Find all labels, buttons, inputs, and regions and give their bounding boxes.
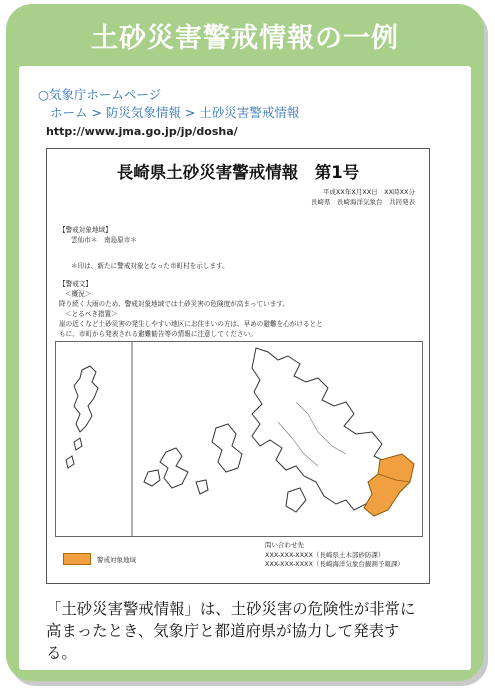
area-heading: 【警戒対象地域】	[59, 226, 112, 234]
area-list: 雲仙市＊ 南島原市＊	[71, 236, 137, 244]
island-shape	[286, 488, 306, 512]
municipal-borders	[278, 402, 346, 466]
doc-title: 長崎県土砂災害警戒情報 第1号	[116, 163, 360, 182]
contact-line-2: XXX-XXX-XXXX（長崎海洋気象台観測予報課）	[265, 560, 404, 568]
caption-line-1: 「土砂災害警戒情報」は、土砂災害の危険性が非常に	[46, 600, 416, 618]
contact-line-1: XXX-XXX-XXXX（長崎県土木部砂防課）	[265, 550, 385, 559]
breadcrumb[interactable]: ホーム > 防災気象情報 > 土砂災害警戒情報	[50, 105, 300, 120]
contact-heading: 問い合わせ先	[265, 541, 304, 549]
overview-heading: ＜概況＞	[65, 290, 92, 298]
legend-swatch	[63, 553, 91, 565]
sample-warning-document	[46, 148, 430, 584]
overview-body: 降り続く大雨のため、警戒対象地域では土砂災害の危険度が高まっています。	[59, 300, 289, 308]
doc-issue-info	[311, 187, 415, 207]
doc-date: 平成XX年X月XX日 XX時XX分	[322, 188, 415, 196]
caption-line-2: 高まったとき、気象庁と都道府県が協力して発表す	[46, 622, 400, 640]
islet-shape	[196, 480, 208, 494]
caption-line-3: る。	[46, 644, 77, 662]
contact-info	[265, 541, 404, 570]
nagasaki-map	[55, 341, 423, 537]
caption	[46, 598, 446, 664]
measures-heading: ＜とるべき措置＞	[65, 310, 118, 318]
url-text[interactable]: http://www.jma.go.jp/jp/dosha/	[46, 125, 238, 138]
doc-issuer: 長崎県 長崎海洋気象台 共同発表	[311, 198, 415, 206]
island-shape	[212, 424, 242, 472]
text-heading: 【警戒文】	[59, 280, 92, 288]
measures-body-2: もに、市町から発表される避難勧告等の情報に注意してください。	[59, 330, 257, 338]
tsushima-island-icon	[74, 366, 98, 432]
legend-label: 警戒対象地域	[97, 556, 136, 564]
measures-body-1: 崖の近くなど土砂災害の発生しやすい地区にお住まいの方は、早めの避難を心がけるとと	[59, 320, 323, 328]
card-title: 土砂災害警戒情報の一例	[91, 23, 399, 54]
islet-shape	[74, 438, 82, 450]
jma-homepage-link[interactable]: ○気象庁ホームページ	[38, 87, 162, 102]
map-svg	[56, 342, 422, 536]
goto-island-shape	[160, 448, 188, 488]
warning-area-shape	[364, 454, 414, 516]
area-note: ＊印は、新たに警戒対象となった市町村を示します。	[71, 262, 229, 270]
goto-island-shape	[144, 470, 160, 486]
islet-shape	[66, 456, 74, 468]
